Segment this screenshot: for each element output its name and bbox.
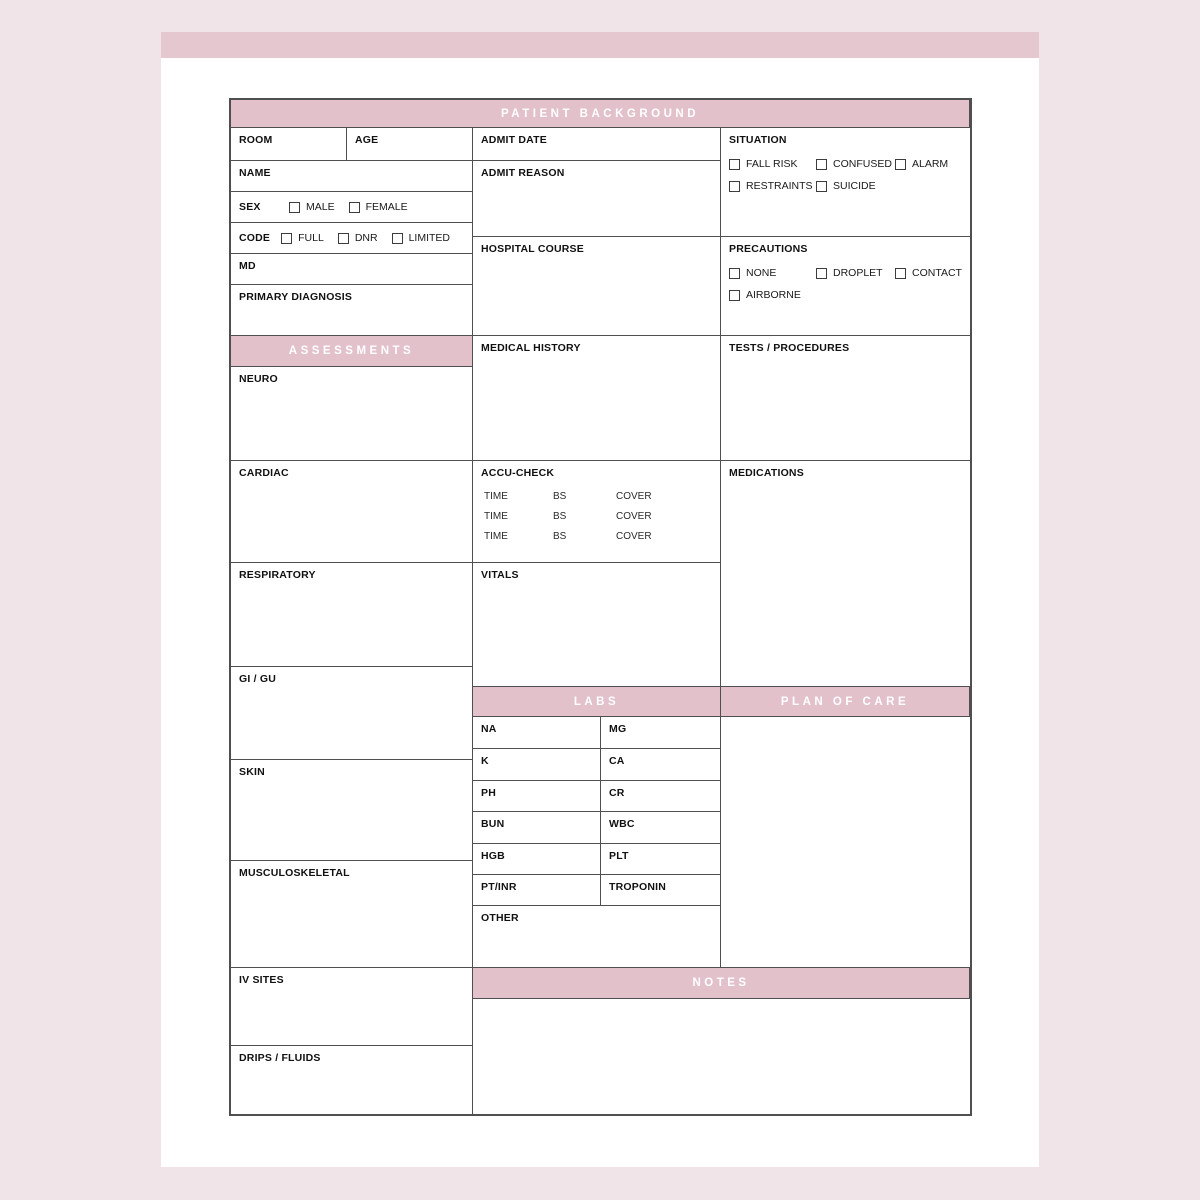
labs-title: LABS (573, 695, 620, 708)
age-label: AGE (355, 134, 379, 146)
female-label: FEMALE (365, 201, 408, 213)
respiratory-label: RESPIRATORY (239, 569, 316, 581)
troponin-label: TROPONIN (609, 881, 667, 893)
neuro-assessment-cell (231, 367, 473, 461)
vitals-label: VITALS (481, 569, 519, 581)
labs-header (473, 687, 721, 717)
patient-background-title: PATIENT BACKGROUND (500, 107, 699, 120)
labs-na-cell (473, 717, 601, 749)
droplet-checkbox[interactable] (816, 268, 827, 279)
situation-option-suicide (816, 180, 876, 192)
patient-background-header (231, 100, 970, 128)
assessments-title: ASSESSMENTS (288, 345, 415, 357)
room-label: ROOM (239, 134, 273, 146)
sex-field (231, 192, 473, 223)
plt-label: PLT (609, 850, 629, 862)
code-option-full (281, 232, 324, 244)
name-label: NAME (239, 167, 271, 179)
k-label: K (481, 755, 489, 767)
time-label: TIME (484, 491, 508, 502)
confused-label: CONFUSED (833, 158, 892, 170)
contact-label: CONTACT (912, 267, 962, 279)
drips-fluids-label: DRIPS / FLUIDS (239, 1052, 321, 1064)
cr-label: CR (609, 787, 625, 799)
code-option-limited (392, 232, 450, 244)
ca-label: CA (609, 755, 625, 767)
iv-sites-label: IV SITES (239, 974, 284, 986)
code-row (239, 229, 464, 247)
contact-checkbox[interactable] (895, 268, 906, 279)
airborne-checkbox[interactable] (729, 290, 740, 301)
cover-label: COVER (616, 531, 652, 542)
labs-pt-inr-cell (473, 875, 601, 906)
md-field (231, 254, 473, 285)
primary-diagnosis-label: PRIMARY DIAGNOSIS (239, 291, 353, 303)
precautions-row-2 (729, 289, 962, 301)
hospital-course-label: HOSPITAL COURSE (481, 243, 584, 255)
accu-check-field (473, 461, 721, 563)
tests-procedures-field (721, 336, 970, 461)
male-label: MALE (306, 201, 335, 213)
situation-option-confused (816, 158, 895, 170)
bs-label: BS (553, 491, 567, 502)
full-code-checkbox[interactable] (281, 233, 292, 244)
bun-label: BUN (481, 818, 505, 830)
plan-of-care-title: PLAN OF CARE (780, 695, 910, 708)
md-label: MD (239, 260, 256, 272)
admit-date-field (473, 128, 721, 161)
sex-option-female (349, 201, 408, 213)
situation-row-1 (729, 158, 962, 170)
medical-history-field (473, 336, 721, 461)
labs-wbc-cell (601, 812, 721, 844)
restraints-checkbox[interactable] (729, 181, 740, 192)
notes-area (473, 999, 970, 1114)
cardiac-label: CARDIAC (239, 467, 289, 479)
time-label: TIME (484, 511, 508, 522)
dnr-checkbox[interactable] (338, 233, 349, 244)
precautions-option-droplet (816, 267, 895, 279)
cover-label: COVER (616, 511, 652, 522)
none-label: NONE (746, 267, 777, 279)
age-field (347, 128, 473, 161)
bs-label: BS (553, 531, 567, 542)
musculoskeletal-label: MUSCULOSKELETAL (239, 867, 350, 879)
labs-troponin-cell (601, 875, 721, 906)
confused-checkbox[interactable] (816, 159, 827, 170)
none-precaution-checkbox[interactable] (729, 268, 740, 279)
medications-label: MEDICATIONS (729, 467, 804, 479)
time-label: TIME (484, 531, 508, 542)
situation-field (721, 128, 970, 237)
precautions-field (721, 237, 970, 336)
gi-gu-label: GI / GU (239, 673, 276, 685)
pt-inr-label: PT/INR (481, 881, 517, 893)
hospital-course-field (473, 237, 721, 336)
code-option-dnr (338, 232, 378, 244)
droplet-label: DROPLET (833, 267, 883, 279)
respiratory-assessment-cell (231, 563, 473, 667)
labs-cr-cell (601, 781, 721, 812)
precautions-option-airborne (729, 289, 801, 301)
accu-check-row-3 (481, 531, 712, 542)
female-checkbox[interactable] (349, 202, 360, 213)
bs-label: BS (553, 511, 567, 522)
cardiac-assessment-cell (231, 461, 473, 563)
full-label: FULL (298, 232, 324, 244)
suicide-checkbox[interactable] (816, 181, 827, 192)
code-label: CODE (239, 232, 271, 244)
medications-field (721, 461, 970, 687)
nurse-report-form (229, 98, 972, 1116)
admit-reason-field (473, 161, 721, 237)
medical-history-label: MEDICAL HISTORY (481, 342, 581, 354)
notes-header (473, 968, 970, 999)
gi-gu-assessment-cell (231, 667, 473, 760)
situation-row-2 (729, 180, 962, 192)
limited-label: LIMITED (408, 232, 450, 244)
notes-title: NOTES (692, 977, 750, 989)
ph-label: PH (481, 787, 496, 799)
fall-risk-label: FALL RISK (746, 158, 798, 170)
precautions-row-1 (729, 267, 962, 279)
room-field (231, 128, 347, 161)
situation-option-fall-risk (729, 158, 816, 170)
labs-hgb-cell (473, 844, 601, 875)
report-sheet-page (161, 32, 1039, 1167)
plan-of-care-header (721, 687, 970, 717)
tests-procedures-label: TESTS / PROCEDURES (729, 342, 850, 354)
top-accent-strip (161, 32, 1039, 58)
precautions-option-contact (895, 267, 962, 279)
labs-plt-cell (601, 844, 721, 875)
sex-row (239, 198, 464, 216)
neuro-label: NEURO (239, 373, 278, 385)
primary-diagnosis-field (231, 285, 473, 336)
na-label: NA (481, 723, 497, 735)
labs-other-cell (473, 906, 721, 968)
sex-label: SEX (239, 201, 261, 213)
situation-option-alarm (895, 158, 948, 170)
skin-label: SKIN (239, 766, 265, 778)
limited-checkbox[interactable] (392, 233, 403, 244)
labs-ph-cell (473, 781, 601, 812)
male-checkbox[interactable] (289, 202, 300, 213)
hgb-label: HGB (481, 850, 505, 862)
accu-check-row-2 (481, 511, 712, 522)
sex-option-male (289, 201, 335, 213)
accu-check-label: ACCU-CHECK (481, 467, 555, 479)
labs-mg-cell (601, 717, 721, 749)
vitals-field (473, 563, 721, 687)
assessments-header (231, 336, 473, 367)
fall-risk-checkbox[interactable] (729, 159, 740, 170)
musculoskeletal-assessment-cell (231, 861, 473, 968)
alarm-checkbox[interactable] (895, 159, 906, 170)
skin-assessment-cell (231, 760, 473, 861)
wbc-label: WBC (609, 818, 635, 830)
admit-reason-label: ADMIT REASON (481, 167, 565, 179)
mg-label: MG (609, 723, 627, 735)
code-field (231, 223, 473, 254)
precautions-option-none (729, 267, 816, 279)
situation-option-restraints (729, 180, 816, 192)
accu-check-row-1 (481, 491, 712, 502)
precautions-label: PRECAUTIONS (729, 243, 808, 255)
dnr-label: DNR (354, 232, 378, 244)
iv-sites-cell (231, 968, 473, 1046)
labs-bun-cell (473, 812, 601, 844)
plan-of-care-area (721, 717, 970, 968)
admit-date-label: ADMIT DATE (481, 134, 547, 146)
cover-label: COVER (616, 491, 652, 502)
suicide-label: SUICIDE (833, 180, 876, 192)
name-field (231, 161, 473, 192)
drips-fluids-cell (231, 1046, 473, 1114)
labs-ca-cell (601, 749, 721, 781)
labs-k-cell (473, 749, 601, 781)
other-label: OTHER (481, 912, 519, 924)
situation-label: SITUATION (729, 134, 787, 146)
airborne-label: AIRBORNE (746, 289, 801, 301)
alarm-label: ALARM (912, 158, 949, 170)
restraints-label: RESTRAINTS (746, 180, 813, 192)
